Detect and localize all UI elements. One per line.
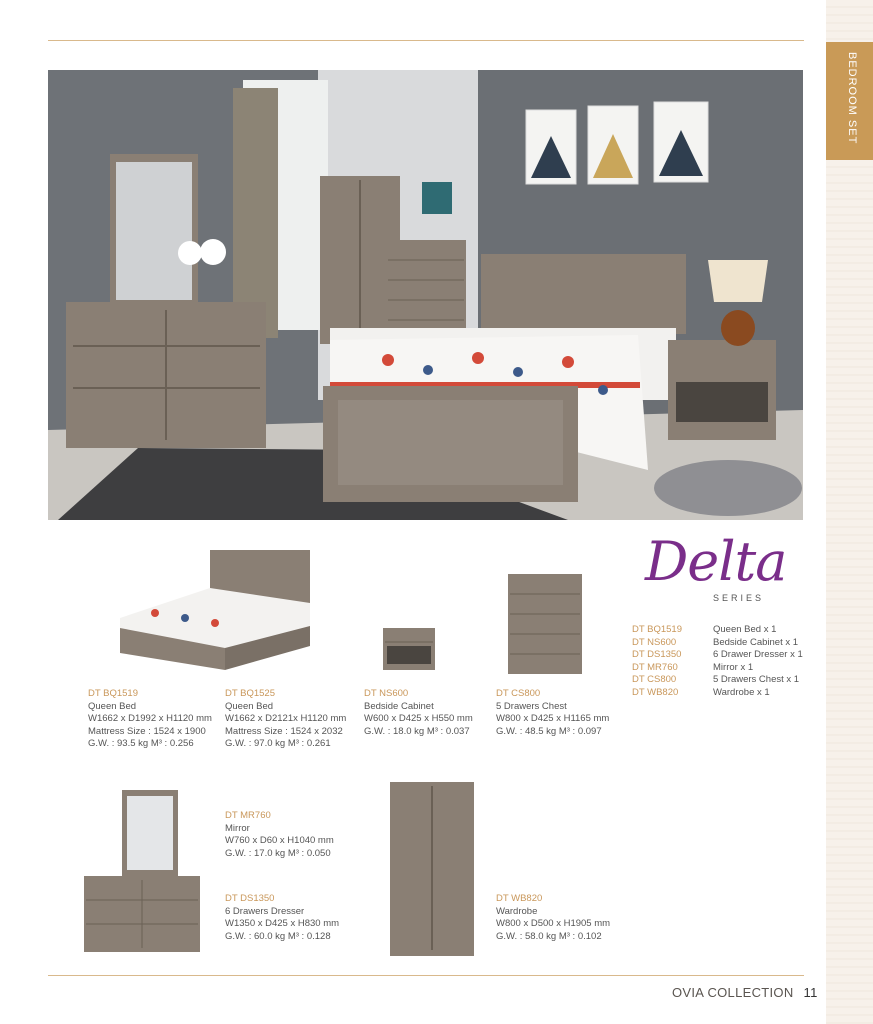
product-weight: G.W. : 48.5 kg M³ : 0.097 <box>496 725 602 737</box>
product-dims: W760 x D60 x H1040 mm <box>225 835 334 846</box>
queen-bed-image <box>115 548 315 673</box>
product-extra: Mattress Size : 1524 x 2032 <box>225 725 343 737</box>
product-name: Mirror <box>225 822 250 834</box>
bottom-rule <box>48 975 804 976</box>
series-code: DT WB820 <box>632 686 679 698</box>
product-weight: G.W. : 60.0 kg M³ : 0.128 <box>225 930 331 942</box>
section-tab-label: BEDROOM SET <box>846 52 858 145</box>
dresser-mirror-image <box>82 788 202 954</box>
series-code: DT MR760 <box>632 661 678 673</box>
series-item: Bedside Cabinet x 1 <box>713 636 799 648</box>
product-code: DT NS600 <box>364 688 409 699</box>
product-name: 6 Drawers Dresser <box>225 905 305 917</box>
five-drawer-chest-image <box>506 572 584 676</box>
product-name: Queen Bed <box>88 700 137 712</box>
top-rule <box>48 40 804 41</box>
product-dims: W1662 x D1992 x H1120 mm <box>88 713 212 724</box>
product-code: DT WB820 <box>496 893 543 904</box>
product-code: DT BQ1525 <box>225 688 275 699</box>
product-ds1350 <box>225 893 339 943</box>
product-name: Queen Bed <box>225 700 274 712</box>
series-logo-sub: SERIES <box>713 593 765 603</box>
series-code: DT BQ1519 <box>632 624 682 635</box>
bedside-cabinet-image <box>382 626 437 672</box>
series-item: Queen Bed x 1 <box>713 624 777 635</box>
collection-name: OVIA COLLECTION <box>672 985 794 1000</box>
series-code-list <box>632 624 682 699</box>
page-number: 11 <box>803 985 818 1000</box>
product-code: DT MR760 <box>225 810 271 821</box>
hero-room-photo <box>48 70 803 520</box>
product-dims: W800 x D500 x H1905 mm <box>496 918 611 929</box>
product-bq1519 <box>88 688 212 751</box>
series-item-list <box>713 624 803 699</box>
product-wb820 <box>496 893 610 943</box>
product-weight: G.W. : 93.5 kg M³ : 0.256 <box>88 738 194 749</box>
product-extra: Mattress Size : 1524 x 1900 <box>88 725 206 737</box>
product-name: 5 Drawers Chest <box>496 700 567 712</box>
series-item: 6 Drawer Dresser x 1 <box>713 649 803 660</box>
product-dims: W600 x D425 x H550 mm <box>364 713 473 724</box>
series-item: 5 Drawers Chest x 1 <box>713 674 800 685</box>
wardrobe-image <box>388 780 476 958</box>
series-item: Mirror x 1 <box>713 661 754 673</box>
product-bq1525 <box>225 688 346 751</box>
product-code: DT CS800 <box>496 688 541 699</box>
product-cs800 <box>496 688 609 738</box>
product-dims: W1662 x D2121x H1120 mm <box>225 713 347 724</box>
product-mr760 <box>225 810 334 860</box>
product-name: Bedside Cabinet <box>364 700 434 712</box>
product-weight: G.W. : 58.0 kg M³ : 0.102 <box>496 930 602 942</box>
series-logo: Delta <box>645 530 787 593</box>
product-name: Wardrobe <box>496 905 538 917</box>
series-item: Wardrobe x 1 <box>713 686 770 698</box>
product-ns600 <box>364 688 473 738</box>
product-code: DT DS1350 <box>225 893 275 904</box>
product-weight: G.W. : 97.0 kg M³ : 0.261 <box>225 738 331 749</box>
product-dims: W1350 x D425 x H830 mm <box>225 918 340 929</box>
product-weight: G.W. : 18.0 kg M³ : 0.037 <box>364 725 470 737</box>
page-footer <box>672 985 818 1000</box>
product-weight: G.W. : 17.0 kg M³ : 0.050 <box>225 847 331 859</box>
series-code: DT NS600 <box>632 636 677 648</box>
product-dims: W800 x D425 x H1165 mm <box>496 713 610 724</box>
product-code: DT BQ1519 <box>88 688 138 699</box>
series-code: DT CS800 <box>632 674 677 685</box>
series-code: DT DS1350 <box>632 649 682 660</box>
